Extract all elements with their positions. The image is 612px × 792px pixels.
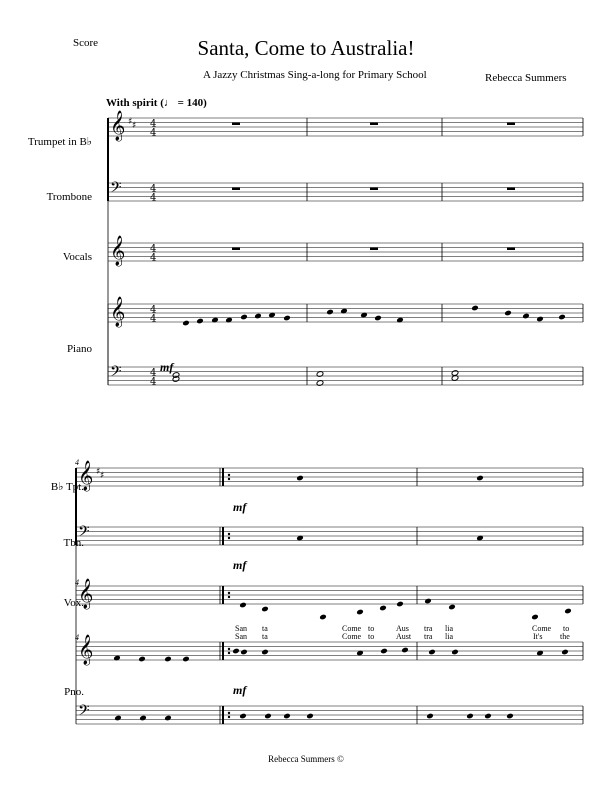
- whole-rest: [507, 248, 515, 251]
- vocal-note: [448, 604, 456, 611]
- time-sig-bottom: 4: [150, 313, 157, 325]
- piano-bass-note: [466, 713, 474, 720]
- repeat-dot: [228, 652, 230, 654]
- piano-bass-note: [451, 370, 459, 377]
- piano-note: [254, 313, 262, 320]
- time-sig-bottom: 4: [150, 376, 157, 388]
- clef-treble: 𝄞: [78, 635, 94, 665]
- time-sig-top: 4: [150, 243, 157, 255]
- piano-note: [561, 649, 569, 656]
- whole-rest: [232, 123, 240, 126]
- piano-note: [504, 310, 512, 317]
- piano-note: [196, 318, 204, 325]
- time-sig-top: 4: [150, 183, 157, 195]
- piano-bass-note: [114, 715, 122, 722]
- whole-rest: [232, 188, 240, 191]
- lyric-2-2: ta: [262, 632, 268, 641]
- lyric-1-7: lia: [445, 624, 453, 633]
- lyric-2-5: Aust: [396, 632, 412, 641]
- whole-rest: [507, 123, 515, 126]
- copyright-footer: Rebecca Summers ©: [268, 754, 344, 764]
- instrument-trombone: Trombone: [46, 191, 92, 203]
- instrument-trumpet-abbr: B♭ Tpt.: [50, 481, 84, 493]
- piano-note: [240, 649, 248, 656]
- piano-bass-note: [426, 713, 434, 720]
- measure-number-trumpet: 4: [75, 458, 79, 467]
- repeat-dot: [228, 716, 230, 718]
- vocal-note: [531, 614, 539, 621]
- lyric-2-6: tra: [424, 632, 433, 641]
- piano-note: [558, 314, 566, 321]
- score-subtitle: A Jazzy Christmas Sing-a-long for Primary School: [203, 69, 427, 81]
- dynamic-piano-sys2: mf: [233, 683, 247, 697]
- piano-bass-note: [306, 713, 314, 720]
- vocal-note: [396, 601, 404, 608]
- instrument-trumpet: Trumpet in B♭: [27, 136, 92, 148]
- time-sig-bottom: 4: [150, 192, 157, 204]
- dynamic-trombone: mf: [233, 558, 247, 572]
- lyric-1-2: ta: [262, 624, 268, 633]
- piano-note: [471, 305, 479, 312]
- piano-note: [261, 649, 269, 656]
- lyric-1-5: Aus: [396, 624, 409, 633]
- lyric-2-1: San: [235, 632, 247, 641]
- tempo-marking: With spirit (♩ = 140): [106, 97, 207, 109]
- piano-note: [182, 656, 190, 663]
- vocal-note: [424, 598, 432, 605]
- piano-note: [240, 314, 248, 321]
- piano-note: [401, 647, 409, 654]
- key-sharp: ♯: [100, 471, 105, 481]
- dynamic-trumpet: mf: [233, 500, 247, 514]
- piano-note: [232, 648, 240, 655]
- clef-bass: 𝄢: [78, 702, 90, 723]
- lyric-1-9: to: [563, 624, 570, 633]
- piano-note: [138, 656, 146, 663]
- measure-number-piano: 4: [75, 633, 79, 642]
- whole-rest: [370, 248, 378, 251]
- whole-rest: [232, 248, 240, 251]
- instrument-vocals-abbr: Vox.: [63, 597, 84, 609]
- key-sharp: ♯: [128, 117, 133, 127]
- clef-bass: 𝄢: [110, 179, 122, 200]
- piano-note: [451, 649, 459, 656]
- piano-note: [380, 648, 388, 655]
- lyric-1-3: Come: [342, 624, 362, 633]
- piano-bass-note: [164, 715, 172, 722]
- whole-rest: [370, 188, 378, 191]
- key-sharp: ♯: [132, 121, 137, 131]
- repeat-dot: [228, 648, 230, 650]
- piano-note: [326, 309, 334, 316]
- composer-name: Rebecca Summers: [485, 72, 567, 84]
- repeat-dot: [228, 596, 230, 598]
- vocal-note: [319, 614, 327, 621]
- piano-note: [182, 320, 190, 327]
- piano-note: [164, 656, 172, 663]
- instrument-vocals: Vocals: [62, 251, 92, 263]
- time-sig-top: 4: [150, 118, 157, 130]
- vocal-note: [379, 605, 387, 612]
- vocal-note: [356, 609, 364, 616]
- vocal-note: [564, 608, 572, 615]
- lyric-1-4: to: [368, 624, 375, 633]
- lyric-1-6: tra: [424, 624, 433, 633]
- instrument-trombone-abbr: Tbn.: [63, 537, 84, 549]
- time-sig-top: 4: [150, 367, 157, 379]
- clef-treble: 𝄞: [110, 236, 126, 266]
- piano-note: [522, 313, 530, 320]
- piano-note: [374, 315, 382, 322]
- instrument-piano: Piano: [66, 343, 92, 355]
- repeat-dot: [228, 478, 230, 480]
- instrument-piano-abbr: Pno.: [64, 686, 84, 698]
- clef-treble: 𝄞: [78, 461, 94, 491]
- clef-treble: 𝄞: [78, 579, 94, 609]
- repeat-dot: [228, 712, 230, 714]
- piano-bass-note: [139, 715, 147, 722]
- repeat-dot: [228, 592, 230, 594]
- repeat-dot: [228, 537, 230, 539]
- lyric-2-3: Come: [342, 632, 362, 641]
- brass-note: [296, 475, 304, 482]
- piano-note: [283, 315, 291, 322]
- lyric-2-8: It's: [533, 632, 543, 641]
- clef-bass: 𝄢: [110, 363, 122, 384]
- lyric-2-4: to: [368, 632, 375, 641]
- piano-bass-note: [283, 713, 291, 720]
- piano-bass-note: [239, 713, 247, 720]
- time-sig-top: 4: [150, 304, 157, 316]
- time-sig-bottom: 4: [150, 252, 157, 264]
- repeat-dot: [228, 533, 230, 535]
- lyric-1-1: San: [235, 624, 247, 633]
- whole-rest: [370, 123, 378, 126]
- time-sig-bottom: 4: [150, 127, 157, 139]
- dynamic-piano-sys1: mf: [160, 360, 174, 374]
- lyric-2-9: the: [560, 632, 570, 641]
- whole-rest: [507, 188, 515, 191]
- measure-number-vocals: 4: [75, 578, 79, 587]
- lyric-2-7: lia: [445, 632, 453, 641]
- vocal-note: [239, 602, 247, 609]
- piano-note: [428, 649, 436, 656]
- repeat-dot: [228, 474, 230, 476]
- key-sharp: ♯: [96, 467, 101, 477]
- score-title: Santa, Come to Australia!: [197, 36, 415, 60]
- clef-bass: 𝄢: [78, 523, 90, 544]
- clef-treble: 𝄞: [110, 111, 126, 141]
- lyric-1-8: Come: [532, 624, 552, 633]
- vocal-note: [261, 606, 269, 613]
- piano-bass-note: [264, 713, 272, 720]
- piano-bass-note: [484, 713, 492, 720]
- piano-note: [536, 316, 544, 323]
- score-label: Score: [73, 37, 99, 49]
- brass-note: [476, 475, 484, 482]
- clef-treble: 𝄞: [110, 297, 126, 327]
- piano-bass-note: [506, 713, 514, 720]
